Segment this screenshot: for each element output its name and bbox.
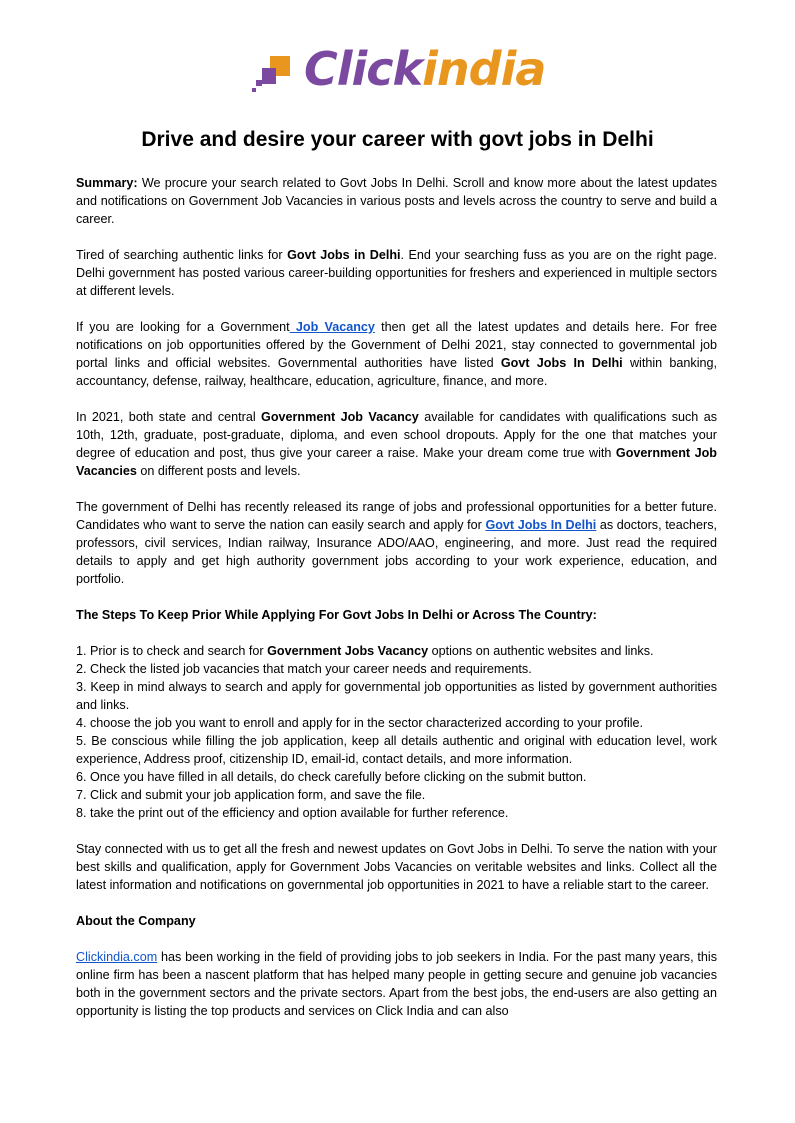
text: 1. Prior is to check and search for [76, 644, 268, 658]
paragraph: Stay connected with us to get all the fresh and newest updates on Govt Jobs in Delhi. To serve the nation with your best skills and qualification, apply for Government Jobs Vacancies on veritable websites and links. Collect all the latest information and notifications on governmental job opportunities in 2021 to have a reliable start to the career. [76, 842, 717, 892]
bold-text: Govt Jobs in Delhi [287, 248, 401, 262]
text: on different posts and levels. [136, 464, 301, 478]
text: has been working in the field of providing jobs to job seekers in India. For the past many years, this online firm has been a nascent platform that has helped many people in getting secure and genuine job vacancies both in the government sectors and the private sectors. Apart from the best jobs, the end-users are also getting an opportunity is listing the top products and services on Click India and can also [76, 950, 717, 1018]
about-heading [76, 912, 717, 930]
page-title: Drive and desire your career with govt jobs in Delhi [141, 128, 654, 151]
summary-text: We procure your search related to Govt Jobs In Delhi. Scroll and know more about the latest updates and notifications on Government Job Vacancies in various posts and levels across the country to serve and build a career. [76, 176, 717, 226]
clickindia-logo [252, 42, 546, 96]
steps-heading-text: The Steps To Keep Prior While Applying For Govt Jobs In Delhi or Across The Country: [76, 608, 597, 622]
list-item [76, 642, 717, 660]
text: available for candidates with qualifications such as 10th, 12th, graduate, post-graduate, diploma, and even school dropouts. Apply for the one that matches your degree of education and post, thus give your career a raise. Make your dream come true with [76, 410, 718, 460]
clickindia-link[interactable]: Clickindia.com [76, 950, 158, 964]
list-item: 3. Keep in mind always to search and apply for governmental job opportunities as listed by government authorities and links. [76, 680, 717, 712]
list-item: 7. Click and submit your job application form, and save the file. [76, 788, 426, 802]
steps-heading [76, 606, 717, 624]
list-item: 8. take the print out of the efficiency and option available for further reference. [76, 806, 509, 820]
text: within banking, accountancy, defense, railway, healthcare, education, agriculture, finance, and more. [76, 356, 718, 388]
text: . End your searching fuss as you are on the right page. Delhi government has posted various career-building opportunities for freshers and experienced in multiple sectors at different levels. [76, 248, 717, 298]
about-heading-text: About the Company [76, 914, 196, 928]
job-vacancy-link[interactable]: Job Vacancy [289, 320, 375, 334]
paragraph [76, 318, 717, 390]
list-item: 2. Check the listed job vacancies that match your career needs and requirements. [76, 662, 532, 676]
logo-text-click: Click [304, 42, 423, 96]
text: The government of Delhi has recently released its range of jobs and professional opportunities for a better future. Candidates who want to serve the nation can easily search and apply for [76, 500, 717, 532]
text: then get all the latest updates and details here. For free notifications on job opportunities offered by the Government of Delhi 2021, stay connected to governmental job portal links and official websites. Governmental authorities have listed [76, 320, 717, 370]
paragraph [76, 408, 717, 480]
summary-paragraph [76, 174, 717, 228]
paragraph [76, 948, 717, 1020]
text: In 2021, both state and central [76, 410, 262, 424]
summary-label: Summary: [76, 176, 138, 190]
paragraph [76, 246, 717, 300]
list-item: 6. Once you have filled in all details, do check carefully before clicking on the submit button. [76, 770, 587, 784]
bold-text: Government Jobs Vacancy [267, 644, 429, 658]
govt-jobs-delhi-link[interactable]: Govt Jobs In Delhi [485, 518, 597, 532]
list-item: 5. Be conscious while filling the job application, keep all details authentic and original with education level, work experience, Address proof, citizenship ID, email-id, contact details, and more information. [76, 734, 717, 766]
text: If you are looking for a Government [76, 320, 290, 334]
document-body [76, 174, 717, 1038]
logo-squares-icon [252, 54, 298, 94]
logo-text-india: india [422, 42, 546, 96]
bold-text: Government Job Vacancies [76, 446, 717, 478]
bold-text: Government Job Vacancy [261, 410, 419, 424]
text: Tired of searching authentic links for [76, 248, 288, 262]
text: options on authentic websites and links. [428, 644, 654, 658]
bold-text: Govt Jobs In Delhi [500, 356, 623, 370]
text: as doctors, teachers, professors, civil services, Indian railway, Insurance ADO/AAO, engineering, and more. Just read the required details to apply and get high authority government jobs according to your work experience, education, and portfolio. [76, 518, 717, 586]
paragraph [76, 498, 717, 588]
list-item: 4. choose the job you want to enroll and apply for in the sector characterized according to your profile. [76, 716, 644, 730]
